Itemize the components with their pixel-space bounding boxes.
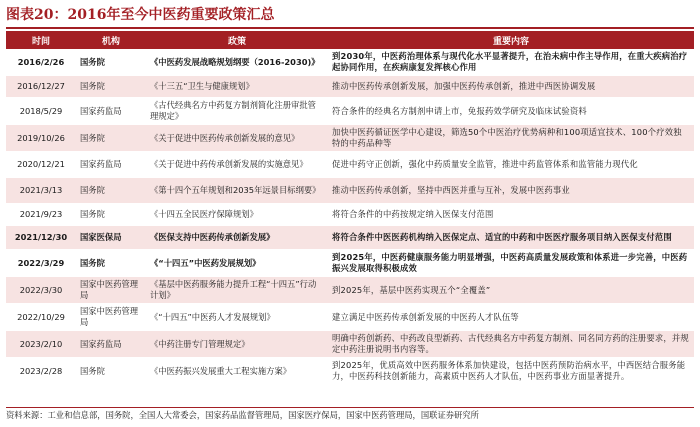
row-time: 2021/3/13 xyxy=(6,178,76,204)
row-policy: 《基层中医药服务能力提升工程“十四五”行动计划》 xyxy=(146,277,328,304)
row-org: 国务院 xyxy=(76,178,146,204)
row-content: 推动中医药传承创新发展，加强中医药传承创新，推进中西医协调发展 xyxy=(328,76,694,98)
table-row xyxy=(6,98,694,125)
table-row xyxy=(6,178,694,204)
row-time: 2016/2/26 xyxy=(6,49,76,76)
source-divider xyxy=(6,407,694,408)
row-policy: 《中医药发展战略规划纲要（2016-2030)》 xyxy=(146,49,328,76)
row-time: 2021/12/30 xyxy=(6,226,76,250)
row-org: 国家药监局 xyxy=(76,152,146,178)
table-row xyxy=(6,125,694,152)
row-org: 国家中医药管理局 xyxy=(76,277,146,304)
row-org: 国家药监局 xyxy=(76,98,146,125)
row-org: 国务院 xyxy=(76,204,146,226)
row-org: 国家医保局 xyxy=(76,226,146,250)
row-policy: 《中医药振兴发展重大工程实施方案》 xyxy=(146,358,328,385)
row-time: 2021/9/23 xyxy=(6,204,76,226)
row-time: 2022/3/30 xyxy=(6,277,76,304)
row-time: 2023/2/28 xyxy=(6,358,76,385)
table-header-row xyxy=(6,31,694,49)
row-content: 到2025年，中医药健康服务能力明显增强，中医药高质量发展政策和体系进一步完善，中医药振兴发展取得积极成效 xyxy=(328,250,694,277)
row-policy: 《“十四五”中医药人才发展规划》 xyxy=(146,304,328,331)
policy-table xyxy=(6,31,694,385)
row-policy: 《中药注册专门管理规定》 xyxy=(146,331,328,358)
row-org: 国务院 xyxy=(76,125,146,152)
row-policy: 《十三五“卫生与健康规划》 xyxy=(146,76,328,98)
row-content: 推动中医药传承创新，坚持中西医并重与互补，发展中医药事业 xyxy=(328,178,694,204)
row-policy: 《关于促进中医药传承创新发展的意见》 xyxy=(146,125,328,152)
row-content: 明确中药创新药、中药改良型新药、古代经典名方中药复方制剂、同名同方药的注册要求，并规定中药注册说明书内容等。 xyxy=(328,331,694,358)
row-org: 国务院 xyxy=(76,250,146,277)
row-org: 国务院 xyxy=(76,76,146,98)
table-row xyxy=(6,331,694,358)
row-time: 2020/12/21 xyxy=(6,152,76,178)
row-policy: 《古代经典名方中药复方制剂简化注册审批管理规定》 xyxy=(146,98,328,125)
row-time: 2022/3/29 xyxy=(6,250,76,277)
row-content: 将符合条件的中药按规定纳入医保支付范围 xyxy=(328,204,694,226)
table-row xyxy=(6,250,694,277)
row-time: 2022/10/29 xyxy=(6,304,76,331)
row-content: 将符合条件中医医药机构纳入医保定点、适宜的中药和中医医疗服务项目纳入医保支付范围 xyxy=(328,226,694,250)
row-org: 国务院 xyxy=(76,49,146,76)
row-content: 到2030年，中医药治理体系与现代化水平显著提升，在治未病中作主导作用，在重大疾病治疗起协同作用，在疾病康复发挥核心作用 xyxy=(328,49,694,76)
table-row xyxy=(6,152,694,178)
row-content: 加快中医药循证医学中心建设，筛选50个中医治疗优势病种和100项适宜技术、100个疗效独特的中药品种等 xyxy=(328,125,694,152)
row-policy: 《第十四个五年规划和2035年远景目标纲要》 xyxy=(146,178,328,204)
row-policy: 《十四五全民医疗保障规划》 xyxy=(146,204,328,226)
row-policy: 《“十四五”中医药发展规划》 xyxy=(146,250,328,277)
source-note: 资料来源：工业和信息部，国务院，全国人大常委会，国家药品监督管理局，国家医疗保局，国家中医药管理局，国联证券研究所 xyxy=(6,410,479,420)
row-org: 国务院 xyxy=(76,358,146,385)
row-time: 2018/5/29 xyxy=(6,98,76,125)
header-policy: 政策 xyxy=(146,31,328,49)
table-row xyxy=(6,204,694,226)
table-row xyxy=(6,304,694,331)
row-content: 建立满足中医药传承创新发展的中医药人才队伍等 xyxy=(328,304,694,331)
header-org: 机构 xyxy=(76,31,146,49)
row-content: 符合条件的经典名方制剂申请上市，免报药效学研究及临床试验资料 xyxy=(328,98,694,125)
table-row xyxy=(6,49,694,76)
table-row xyxy=(6,226,694,250)
header-content: 重要内容 xyxy=(328,31,694,49)
header-time: 时间 xyxy=(6,31,76,49)
row-policy: 《关于促进中药传承创新发展的实施意见》 xyxy=(146,152,328,178)
title-divider xyxy=(6,27,694,29)
row-time: 2016/12/27 xyxy=(6,76,76,98)
row-policy: 《医保支持中医药传承创新发展》 xyxy=(146,226,328,250)
figure-title: 图表20：2016年至今中医药重要政策汇总 xyxy=(6,7,275,23)
row-org: 国家中医药管理局 xyxy=(76,304,146,331)
row-time: 2019/10/26 xyxy=(6,125,76,152)
row-content: 到2025年，基层中医药实现五个“全覆盖” xyxy=(328,277,694,304)
table-row xyxy=(6,277,694,304)
row-time: 2023/2/10 xyxy=(6,331,76,358)
row-content: 到2025年，优质高效中医药服务体系加快建设，包括中医药预防治病水平，中西医结合服务能力，中医药科技创新能力，高素质中医药人才队伍，中医药事业方面显著提升。 xyxy=(328,358,694,385)
row-org: 国家药监局 xyxy=(76,331,146,358)
table-row xyxy=(6,358,694,385)
row-content: 促进中药守正创新，强化中药质量安全监管，推进中药监管体系和监管能力现代化 xyxy=(328,152,694,178)
table-row xyxy=(6,76,694,98)
